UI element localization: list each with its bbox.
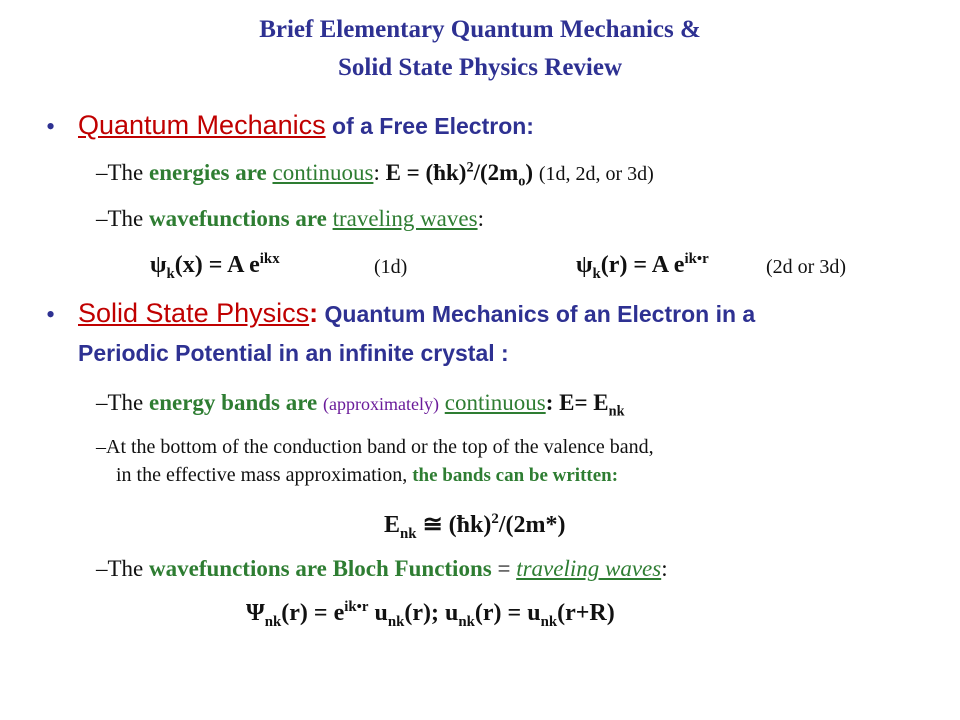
plane-wave-1d-eq: $\psi_k(x) = A$ $e^{ikx}$ [150,251,280,282]
ssp-heading: Solid State Physics: Quantum Mechanics of an Electron in a [78,298,756,328]
continuous-term: continuous [272,160,374,185]
qm-energies-line: –The energies are continuous: $E = (ħk)^2/(2m_o)$ (1d, 2d, or 3d) [96,159,654,190]
effective-mass-line-2: in the effective mass approximation, the bands can be written: [116,464,619,486]
bloch-line: –The wavefunctions are Bloch Functions = traveling waves: [96,556,668,581]
ssp-heading-title: Solid State Physics [78,298,310,328]
bullet-dot: • [46,300,56,329]
plane-wave-3d-eq: $\psi_k(r) = A$ $e^{ik•r}$ [576,251,709,282]
slide-title-line-1: Brief Elementary Quantum Mechanics & [259,16,701,43]
qm-heading [78,110,534,141]
dimension-note: (1d, 2d, or 3d) [538,163,654,185]
bullet-dot: • [46,112,56,141]
continuous-term: continuous [444,390,546,415]
dash: – [96,160,108,185]
ssp-heading-cont: Periodic Potential in an infinite crystal : [78,340,509,366]
bloch-function-eq: $\Psi_{nk}(r) = e^{ik•r}$ $u_{nk}(r)$; $u_{nk}(r) = u_{nk}(r+R)$ [246,599,615,630]
ssp-bands-line: –The energy bands are (approximately) continuous: $E= E_{nk}$ [96,390,625,420]
traveling-waves-term: traveling waves [332,206,478,231]
qm-wavefunction-line: –The wavefunctions are traveling waves: [96,206,484,231]
effective-mass-line-1: –At the bottom of the conduction band or the top of the valence band, [96,436,654,458]
effective-mass-energy-eq: $E_{nk}$ ≅ (ħk)$^2$/(2m*) [384,511,566,542]
qm-heading-rest: of a Free Electron: [325,113,534,139]
free-electron-energy-eq: $E = (ħk)^2/(2m_o)$ [385,159,534,190]
slide-title-line-2: Solid State Physics Review [337,54,623,81]
ssp-heading-rest: Quantum Mechanics of an Electron in a [318,301,756,327]
approximately-note: (approximately) [323,394,439,414]
plane-wave-1d-note: (1d) [374,256,408,278]
qm-heading-title: Quantum Mechanics [78,110,326,140]
plane-wave-3d-note: (2d or 3d) [766,256,846,278]
traveling-waves-term: traveling waves [516,556,662,581]
